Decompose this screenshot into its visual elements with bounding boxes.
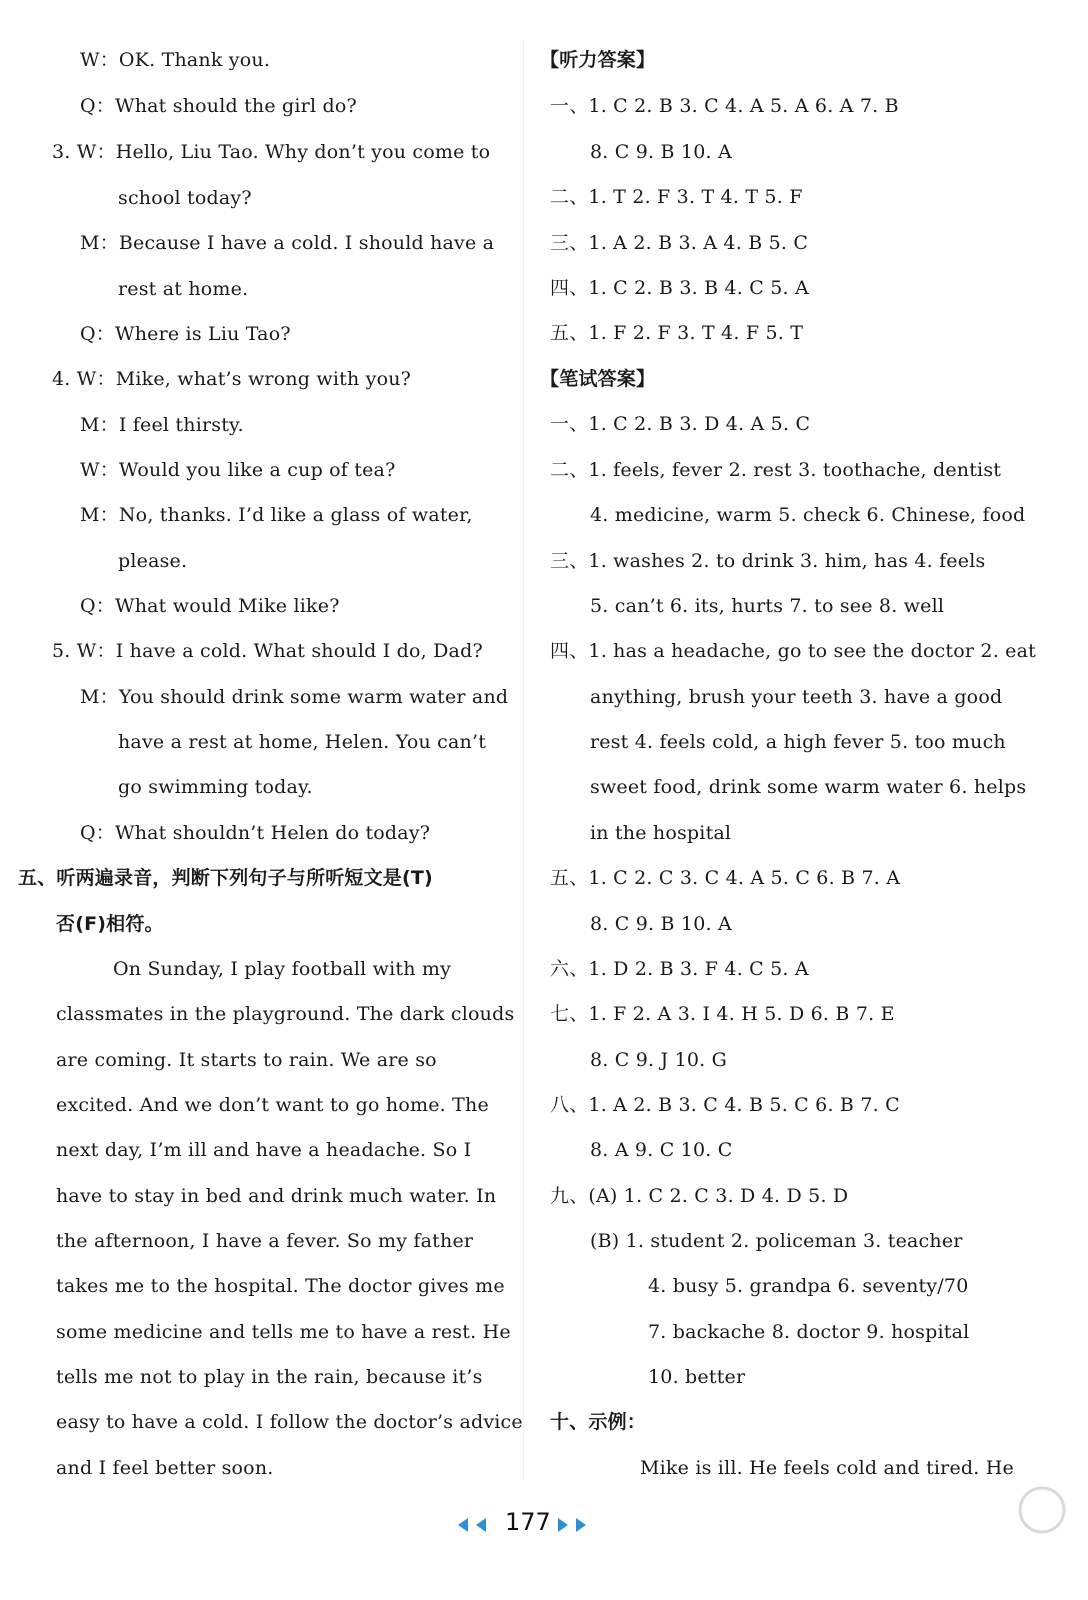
transcript-line: W：OK. Thank you. bbox=[80, 49, 271, 71]
passage-line: the afternoon, I have a fever. So my father bbox=[56, 1230, 474, 1252]
answer-line: 一、1. C 2. B 3. C 4. A 5. A 6. A 7. B bbox=[550, 95, 899, 117]
passage-line: easy to have a cold. I follow the doctor’s advice bbox=[56, 1411, 523, 1433]
answer-line: 五、1. C 2. C 3. C 4. A 5. C 6. B 7. A bbox=[550, 867, 901, 889]
transcript-line: rest at home. bbox=[118, 278, 249, 300]
passage-line: have to stay in bed and drink much water. In bbox=[56, 1185, 497, 1207]
transcript-line: Q：Where is Liu Tao? bbox=[80, 323, 291, 345]
answer-line: 8. C 9. J 10. G bbox=[590, 1049, 728, 1071]
watermark-icon bbox=[896, 1478, 1076, 1586]
transcript-line: M：No, thanks. I’d like a glass of water, bbox=[80, 504, 473, 526]
answer-line: sweet food, drink some warm water 6. helps bbox=[590, 776, 1027, 798]
answer-line: 九、(A) 1. C 2. C 3. D 4. D 5. D bbox=[550, 1185, 849, 1207]
answer-line: 8. A 9. C 10. C bbox=[590, 1139, 733, 1161]
answer-line: anything, brush your teeth 3. have a good bbox=[590, 686, 1003, 708]
section-heading: 五、听两遍录音，判断下列句子与所听短文是(T) bbox=[18, 867, 433, 889]
answer-line: 三、1. A 2. B 3. A 4. B 5. C bbox=[550, 232, 809, 254]
listening-answers-heading: 【听力答案】 bbox=[540, 49, 656, 71]
transcript-line: Q：What should the girl do? bbox=[80, 95, 357, 117]
transcript-line: school today? bbox=[118, 187, 252, 209]
passage-line: On Sunday, I play football with my bbox=[113, 958, 452, 980]
answer-line: 四、1. C 2. B 3. B 4. C 5. A bbox=[550, 277, 809, 299]
transcript-line: 3. W：Hello, Liu Tao. Why don’t you come to bbox=[52, 141, 491, 163]
section-heading: 十、示例： bbox=[550, 1411, 647, 1433]
transcript-line: M：I feel thirsty. bbox=[80, 414, 244, 436]
passage-line: tells me not to play in the rain, because it’s bbox=[56, 1366, 483, 1388]
answer-line: 五、1. F 2. F 3. T 4. F 5. T bbox=[550, 322, 804, 344]
column-divider bbox=[523, 40, 524, 1480]
answer-line: Mike is ill. He feels cold and tired. He bbox=[640, 1457, 1014, 1479]
answer-line: 8. C 9. B 10. A bbox=[590, 141, 732, 163]
answer-line: 三、1. washes 2. to drink 3. him, has 4. feels bbox=[550, 550, 986, 572]
writing-answers-heading: 【笔试答案】 bbox=[540, 368, 656, 390]
passage-line: classmates in the playground. The dark clouds bbox=[56, 1003, 515, 1025]
next-page-arrow-icon[interactable] bbox=[558, 1518, 568, 1532]
passage-line: takes me to the hospital. The doctor gives me bbox=[56, 1275, 505, 1297]
transcript-line: M：Because I have a cold. I should have a bbox=[80, 232, 495, 254]
transcript-line: Q：What would Mike like? bbox=[80, 595, 340, 617]
answer-line: 4. busy 5. grandpa 6. seventy/70 bbox=[648, 1275, 969, 1297]
answer-line: 六、1. D 2. B 3. F 4. C 5. A bbox=[550, 958, 809, 980]
transcript-line: go swimming today. bbox=[118, 776, 313, 798]
next-page-arrow-icon[interactable] bbox=[576, 1518, 586, 1532]
answer-line: 二、1. T 2. F 3. T 4. T 5. F bbox=[550, 186, 803, 208]
answer-line: (B) 1. student 2. policeman 3. teacher bbox=[590, 1230, 963, 1252]
passage-line: some medicine and tells me to have a rest. He bbox=[56, 1321, 511, 1343]
answer-line: 四、1. has a headache, go to see the doctor 2. eat bbox=[550, 640, 1036, 662]
passage-line: and I feel better soon. bbox=[56, 1457, 274, 1479]
answer-line: 八、1. A 2. B 3. C 4. B 5. C 6. B 7. C bbox=[550, 1094, 900, 1116]
answer-line: 7. backache 8. doctor 9. hospital bbox=[648, 1321, 970, 1343]
answer-line: 10. better bbox=[648, 1366, 746, 1388]
passage-line: are coming. It starts to rain. We are so bbox=[56, 1049, 437, 1071]
passage-line: next day, I’m ill and have a headache. So I bbox=[56, 1139, 472, 1161]
answer-line: 一、1. C 2. B 3. D 4. A 5. C bbox=[550, 413, 811, 435]
transcript-line: have a rest at home, Helen. You can’t bbox=[118, 731, 487, 753]
answer-line: 七、1. F 2. A 3. I 4. H 5. D 6. B 7. E bbox=[550, 1003, 895, 1025]
transcript-line: W：Would you like a cup of tea? bbox=[80, 459, 396, 481]
answer-line: 8. C 9. B 10. A bbox=[590, 913, 732, 935]
watermark-logo bbox=[896, 1478, 1076, 1586]
answer-line: rest 4. feels cold, a high fever 5. too much bbox=[590, 731, 1006, 753]
transcript-line: Q：What shouldn’t Helen do today? bbox=[80, 822, 431, 844]
answer-line: in the hospital bbox=[590, 822, 732, 844]
answer-line: 4. medicine, warm 5. check 6. Chinese, food bbox=[590, 504, 1026, 526]
transcript-line: M：You should drink some warm water and bbox=[80, 686, 509, 708]
transcript-line: please. bbox=[118, 550, 188, 572]
passage-line: excited. And we don’t want to go home. The bbox=[56, 1094, 489, 1116]
transcript-line: 4. W：Mike, what’s wrong with you? bbox=[52, 368, 412, 390]
answer-line: 二、1. feels, fever 2. rest 3. toothache, dentist bbox=[550, 459, 1002, 481]
answer-line: 5. can’t 6. its, hurts 7. to see 8. well bbox=[590, 595, 945, 617]
transcript-line: 5. W：I have a cold. What should I do, Dad? bbox=[52, 640, 483, 662]
page-number: 177 bbox=[505, 1508, 551, 1536]
section-heading: 否(F)相符。 bbox=[56, 913, 164, 935]
